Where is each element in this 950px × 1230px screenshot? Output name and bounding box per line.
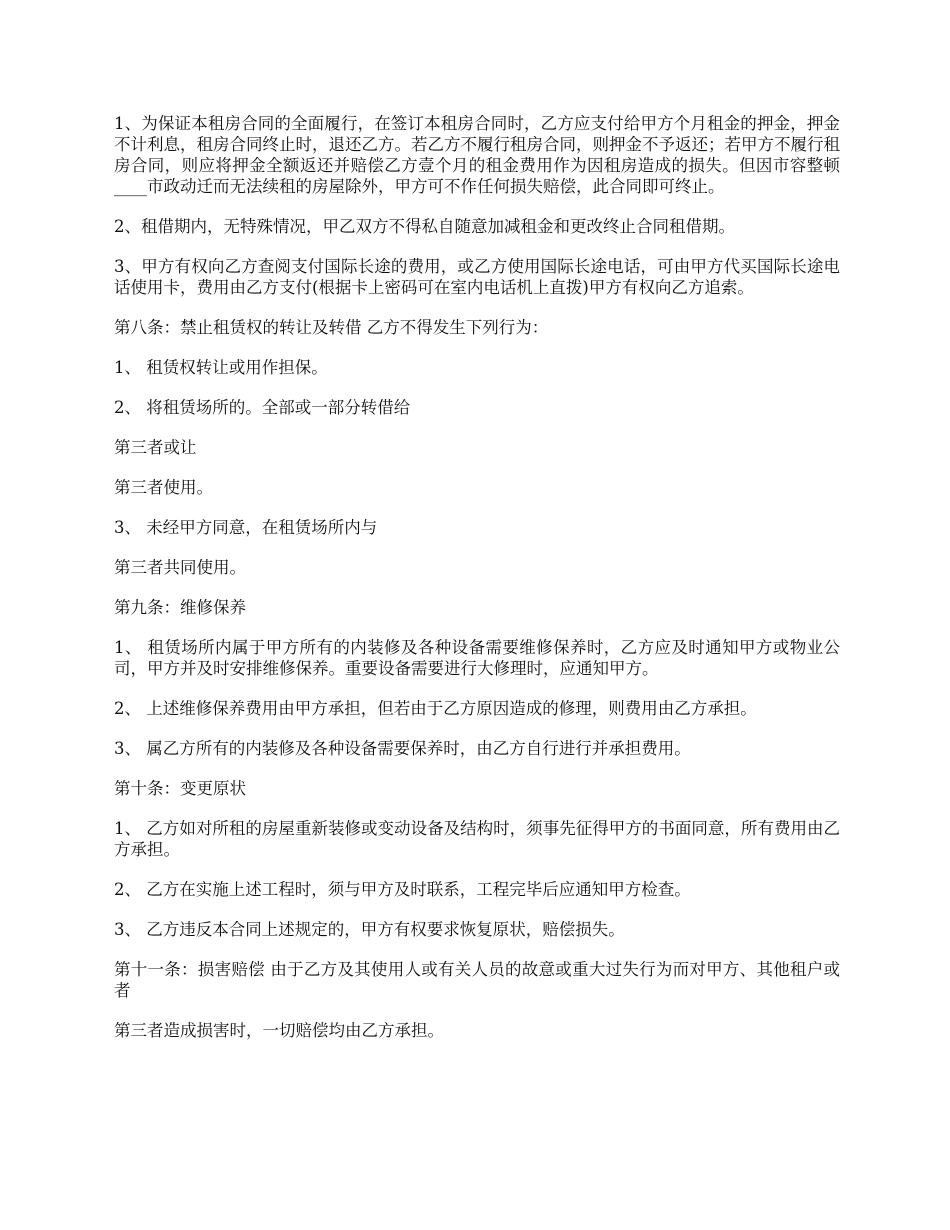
paragraph-article-9-item-1: 1、 租赁场所内属于甲方所有的内装修及各种设备需要维修保养时，乙方应及时通知甲方或物业公司，甲方并及时安排维修保养。重要设备需要进行大修理时，应通知甲方。 bbox=[114, 638, 840, 678]
paragraph-article-8-item-1: 1、 租赁权转让或用作担保。 bbox=[114, 358, 328, 377]
paragraph-article-10-item-2: 2、 乙方在实施上述工程时，须与甲方及时联系，工程完毕后应通知甲方检查。 bbox=[114, 880, 691, 899]
paragraph-article-8-item-3: 3、 未经甲方同意，在租赁场所内与 bbox=[114, 518, 378, 537]
paragraph-article-8-fragment-3: 第三者共同使用。 bbox=[114, 558, 246, 577]
paragraph-deposit-clause: 1、为保证本租房合同的全面履行，在签订本租房合同时，乙方应支付给甲方个月租金的押金，押金不计利息，租房合同终止时，退还乙方。若乙方不履行租房合同，则押金不予返还；若甲方不履行租房合同，则应将押金全额返还并赔偿乙方壹个月的租金费用作为因租房造成的损失。但因市容整顿____市政动迁而无法续租的房屋除外，甲方可不作任何损失赔偿，此合同即可终止。 bbox=[114, 114, 840, 196]
paragraph-article-11-fragment: 第三者造成损害时，一切赔偿均由乙方承担。 bbox=[114, 1021, 444, 1040]
paragraph-article-10-item-3: 3、 乙方违反本合同上述规定的，甲方有权要求恢复原状，赔偿损失。 bbox=[114, 920, 625, 939]
paragraph-article-10-item-1: 1、 乙方如对所租的房屋重新装修或变动设备及结构时，须事先征得甲方的书面同意，所有费用由乙方承担。 bbox=[114, 819, 840, 859]
document-page bbox=[114, 113, 840, 1060]
section-heading-article-11: 第十一条：损害赔偿 由于乙方及其使用人或有关人员的故意或重大过失行为而对甲方、其他租户或者 bbox=[114, 960, 840, 1000]
paragraph-article-9-item-2: 2、 上述维修保养费用由甲方承担，但若由于乙方原因造成的修理，则费用由乙方承担。 bbox=[114, 699, 757, 718]
section-heading-article-8: 第八条：禁止租赁权的转让及转借 乙方不得发生下列行为： bbox=[114, 318, 549, 337]
paragraph-article-9-item-3: 3、 属乙方所有的内装修及各种设备需要保养时，由乙方自行进行并承担费用。 bbox=[114, 739, 691, 758]
paragraph-long-distance-clause: 3、甲方有权向乙方查阅支付国际长途的费用，或乙方使用国际长途电话，可由甲方代买国际长途电话使用卡，费用由乙方支付(根据卡上密码可在室内电话机上直拨)甲方有权向乙方追索。 bbox=[114, 257, 840, 297]
paragraph-article-8-item-2: 2、 将租赁场所的。全部或一部分转借给 bbox=[114, 398, 411, 417]
paragraph-article-8-fragment-1: 第三者或让 bbox=[114, 438, 197, 457]
paragraph-article-8-fragment-2: 第三者使用。 bbox=[114, 478, 213, 497]
section-heading-article-10: 第十条：变更原状 bbox=[114, 779, 246, 798]
paragraph-rent-change-clause: 2、租借期内，无特殊情况，甲乙双方不得私自随意加减租金和更改终止合同租借期。 bbox=[114, 217, 735, 236]
section-heading-article-9: 第九条：维修保养 bbox=[114, 598, 246, 617]
